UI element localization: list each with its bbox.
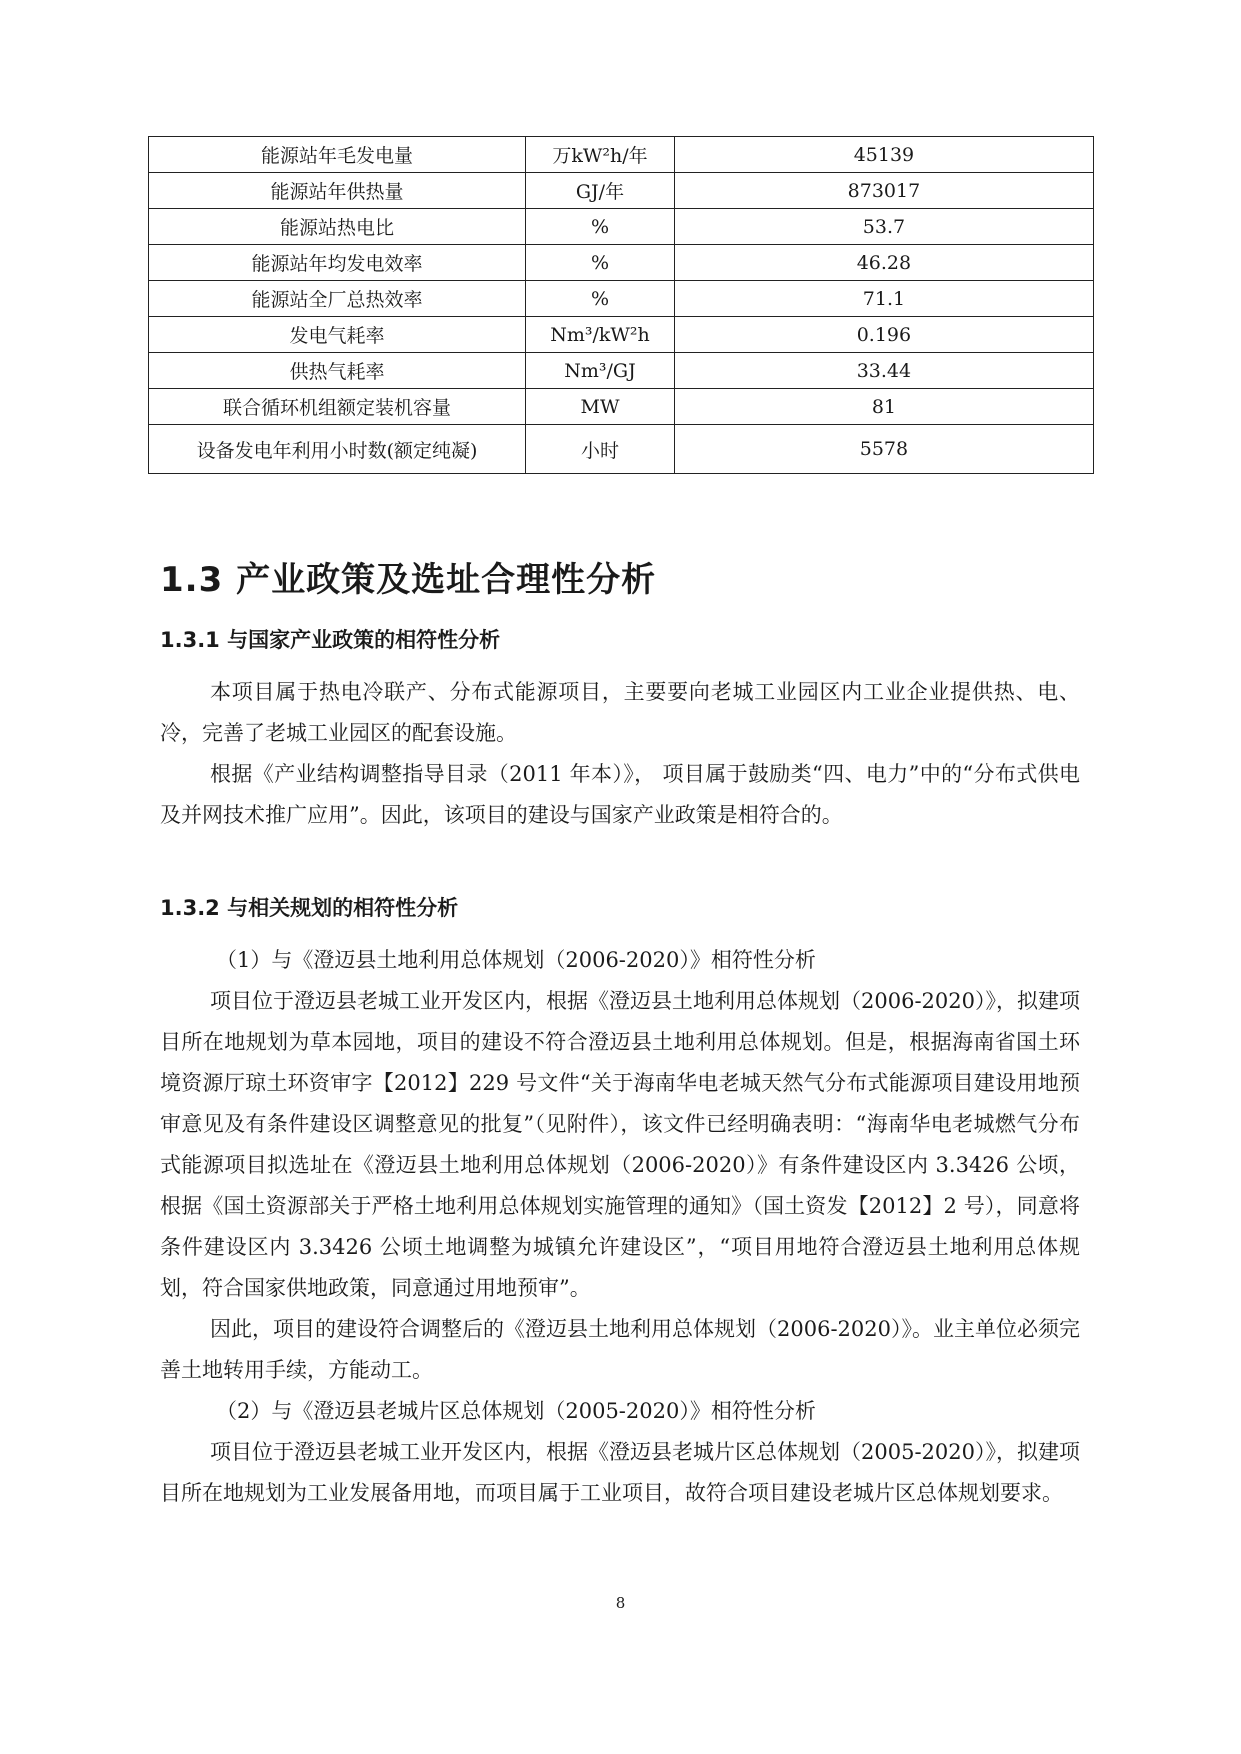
subsection-heading-1-3-2: 1.3.2 与相关规划的相符性分析 <box>160 896 459 920</box>
param-name: 发电气耗率 <box>149 317 526 353</box>
param-value: 53.7 <box>674 209 1093 245</box>
param-unit: Nm³/GJ <box>526 353 675 389</box>
param-unit: % <box>526 245 675 281</box>
parameters-table <box>148 136 1094 474</box>
item-heading: （2）与《澄迈县老城片区总体规划（2005-2020）》相符性分析 <box>216 1399 816 1423</box>
param-value: 0.196 <box>674 317 1093 353</box>
param-value: 46.28 <box>674 245 1093 281</box>
item-heading: （1）与《澄迈县土地利用总体规划（2006-2020）》相符性分析 <box>216 948 816 972</box>
table-row <box>149 209 1094 245</box>
table-row <box>149 389 1094 425</box>
section-heading: 1.3 产业政策及选址合理性分析 <box>160 560 657 600</box>
param-unit: 万kW²h/年 <box>526 137 675 173</box>
paragraph: 根据《产业结构调整指导目录（2011 年本）》， 项目属于鼓励类“四、电力”中的“分布式供电及并网技术推广应用”。因此，该项目的建设与国家产业政策是相符合的。 <box>160 762 1080 827</box>
param-value: 873017 <box>674 173 1093 209</box>
param-name: 供热气耗率 <box>149 353 526 389</box>
param-unit: 小时 <box>526 425 675 474</box>
paragraph: 项目位于澄迈县老城工业开发区内，根据《澄迈县土地利用总体规划（2006-2020）》，拟建项目所在地规划为草本园地，项目的建设不符合澄迈县土地利用总体规划。但是，根据海南省国土环境资源厅琼土环资审字【2012】229 号文件“关于海南华电老城天然气分布式能源项目建设用地预审意见及有条件建设区调整意见的批复”（见附件），该文件已经明确表明：“海南华电老城燃气分布式能源项目拟选址在《澄迈县土地利用总体规划（2006-2020）》有条件建设区内 3.3426 公顷，根据《国土资源部关于严格土地利用总体规划实施管理的通知》（国土资发【2012】2 号），同意将条件建设区内 3.3426 公顷土地调整为城镇允许建设区”，“项目用地符合澄迈县土地利用总体规划，符合国家供地政策，同意通过用地预审”。 <box>160 989 1080 1300</box>
param-name: 能源站年均发电效率 <box>149 245 526 281</box>
param-unit: MW <box>526 389 675 425</box>
paragraph: 项目位于澄迈县老城工业开发区内，根据《澄迈县老城片区总体规划（2005-2020）》，拟建项目所在地规划为工业发展备用地，而项目属于工业项目，故符合项目建设老城片区总体规划要求。 <box>160 1440 1080 1505</box>
param-name: 能源站全厂总热效率 <box>149 281 526 317</box>
subsection-1-3-1-body <box>160 672 1080 836</box>
param-name: 能源站热电比 <box>149 209 526 245</box>
param-value: 71.1 <box>674 281 1093 317</box>
param-value: 45139 <box>674 137 1093 173</box>
table-row <box>149 353 1094 389</box>
table-row <box>149 173 1094 209</box>
param-name: 能源站年毛发电量 <box>149 137 526 173</box>
param-name: 能源站年供热量 <box>149 173 526 209</box>
param-unit: GJ/年 <box>526 173 675 209</box>
paragraph: 因此，项目的建设符合调整后的《澄迈县土地利用总体规划（2006-2020）》。业主单位必须完善土地转用手续，方能动工。 <box>160 1317 1080 1382</box>
table-row <box>149 137 1094 173</box>
param-name: 设备发电年利用小时数(额定纯凝) <box>149 425 526 474</box>
param-unit: Nm³/kW²h <box>526 317 675 353</box>
page-number: 8 <box>615 1594 626 1612</box>
subsection-1-3-2-body <box>160 940 1080 1514</box>
param-value: 5578 <box>674 425 1093 474</box>
param-unit: % <box>526 209 675 245</box>
table-row <box>149 281 1094 317</box>
param-name: 联合循环机组额定装机容量 <box>149 389 526 425</box>
param-value: 81 <box>674 389 1093 425</box>
param-unit: % <box>526 281 675 317</box>
paragraph: 本项目属于热电冷联产、分布式能源项目，主要要向老城工业园区内工业企业提供热、电、冷，完善了老城工业园区的配套设施。 <box>160 680 1080 745</box>
table-row <box>149 425 1094 474</box>
param-value: 33.44 <box>674 353 1093 389</box>
table-row <box>149 317 1094 353</box>
subsection-heading-1-3-1: 1.3.1 与国家产业政策的相符性分析 <box>160 628 501 652</box>
table-row <box>149 245 1094 281</box>
